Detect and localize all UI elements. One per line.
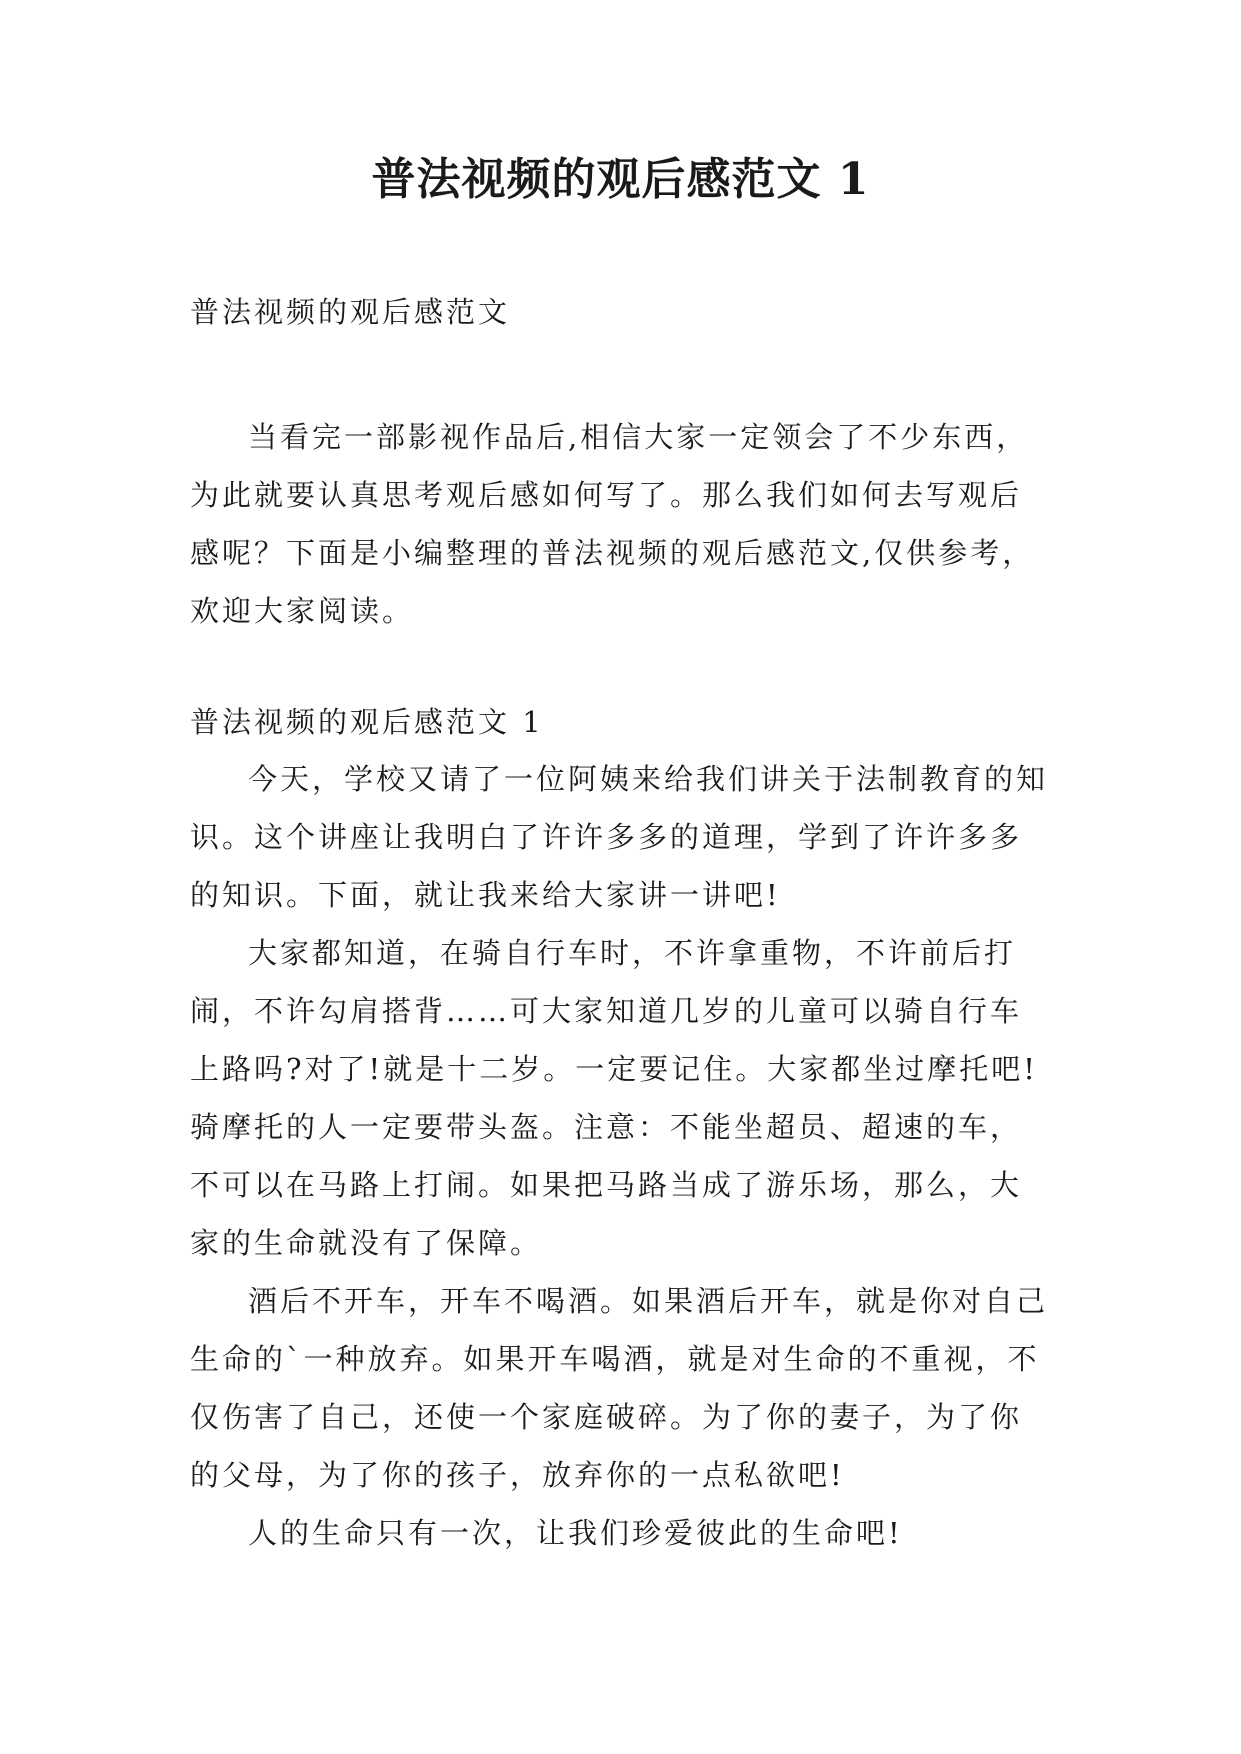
document-subtitle: 普法视频的观后感范文: [190, 295, 511, 329]
body-paragraph: 酒后不开车，开车不喝酒。如果酒后开车，就是你对自己生命的`一种放弃。如果开车喝酒，就是对生命的不重视，不仅伤害了自己，还使一个家庭破碎。为了你的妻子，为了你的父母，为了你的孩子，放弃你的一点私欲吧!: [190, 1284, 1049, 1492]
body-paragraph: 人的生命只有一次，让我们珍爱彼此的生命吧!: [248, 1516, 903, 1550]
document-title: 普法视频的观后感范文 1: [371, 154, 870, 205]
body-paragraph: 今天，学校又请了一位阿姨来给我们讲关于法制教育的知识。这个讲座让我明白了许许多多的道理，学到了许许多多的知识。下面，就让我来给大家讲一讲吧!: [190, 762, 1049, 912]
essay-body: [190, 750, 1052, 1562]
intro-paragraph: 当看完一部影视作品后,相信大家一定领会了不少东西，为此就要认真思考观后感如何写了。那么我们如何去写观后感呢？下面是小编整理的普法视频的观后感范文,仅供参考，欢迎大家阅读。: [190, 420, 1035, 628]
body-paragraph: 大家都知道，在骑自行车时，不许拿重物，不许前后打闹，不许勾肩搭背……可大家知道几岁的儿童可以骑自行车上路吗?对了!就是十二岁。一定要记住。大家都坐过摩托吧!骑摩托的人一定要带头盔。注意：不能坐超员、超速的车，不可以在马路上打闹。如果把马路当成了游乐场，那么，大家的生命就没有了保障。: [190, 936, 1038, 1260]
section-heading: 普法视频的观后感范文 1: [190, 705, 544, 739]
